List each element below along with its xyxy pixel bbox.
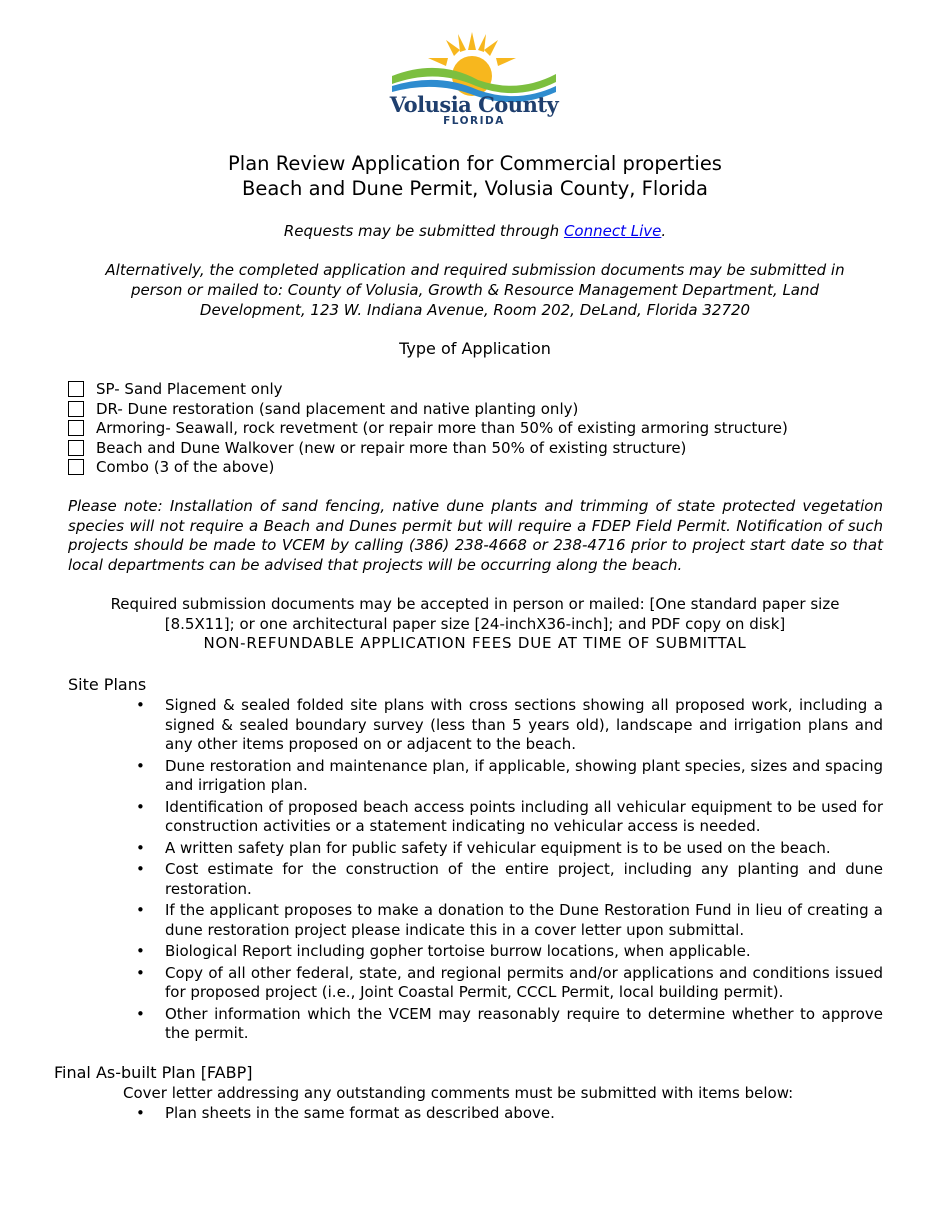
- submission-line2: [8.5X11]; or one architectural paper size [24-inchX36-inch]; and PDF copy on disk]: [164, 615, 786, 633]
- requests-prefix: Requests may be submitted through: [283, 222, 564, 240]
- option-label: SP- Sand Placement only: [96, 380, 283, 398]
- list-item: • Copy of all other federal, state, and regional permits and/or applications and conditions issued for proposed project (i.e., Joint Coastal Permit, CCCL Permit, local building permit).: [136, 963, 883, 1001]
- option-armoring[interactable]: [68, 418, 788, 438]
- list-item: • A written safety plan for public safety if vehicular equipment is to be used on the beach.: [136, 838, 831, 857]
- fees-notice: NON-REFUNDABLE APPLICATION FEES DUE AT TIME OF SUBMITTAL: [203, 634, 747, 652]
- option-label: Combo (3 of the above): [96, 458, 275, 476]
- checkbox[interactable]: [68, 401, 84, 417]
- note-paragraph: Please note: Installation of sand fencing, native dune plants and trimming of state protected vegetation species will not require a Beach and Dunes permit but will require a FDEP Field Permit. Notification of such projects should be made to VCEM by calling (386) 238-4668 or 238-4716 prior to project start date so that local departments can be advised that projects will be occurring along the beach.: [68, 497, 883, 574]
- logo-wordmark: Volusia County: [389, 92, 559, 117]
- checkbox[interactable]: [68, 440, 84, 456]
- list-item: • If the applicant proposes to make a donation to the Dune Restoration Fund in lieu of creating a dune restoration project please indicate this in a cover letter upon submittal.: [136, 901, 883, 939]
- site-plans-heading: Site Plans: [68, 675, 147, 694]
- checkbox[interactable]: [68, 420, 84, 436]
- fabp-list: [136, 1104, 883, 1126]
- requests-line: [0, 222, 950, 242]
- submission-line1: Required submission documents may be accepted in person or mailed: [One standard paper size: [110, 595, 840, 613]
- logo-subtext: FLORIDA: [443, 115, 505, 127]
- list-item: • Cost estimate for the construction of the entire project, including any planting and dune restoration.: [136, 860, 883, 898]
- alt-submission-line2: person or mailed to: County of Volusia, Growth & Resource Management Department, Land: [130, 281, 820, 299]
- list-item: • Identification of proposed beach access points including all vehicular equipment to be used for construction activities or a statement indicating no vehicular access is needed.: [136, 797, 883, 835]
- option-walkover[interactable]: [68, 438, 686, 458]
- list-item: • Plan sheets in the same format as described above.: [136, 1104, 555, 1122]
- fabp-heading: Final As-built Plan [FABP]: [54, 1063, 253, 1082]
- list-item: • Biological Report including gopher tortoise burrow locations, when applicable.: [136, 942, 751, 960]
- list-item: • Other information which the VCEM may reasonably require to determine whether to approve the permit.: [136, 1004, 883, 1042]
- checkbox[interactable]: [68, 381, 84, 397]
- option-label: Armoring- Seawall, rock revetment (or repair more than 50% of existing armoring structure): [96, 419, 788, 437]
- option-combo[interactable]: [68, 457, 274, 477]
- checkbox[interactable]: [68, 459, 84, 475]
- option-sand-placement[interactable]: [68, 379, 283, 399]
- alt-submission-line3: Development, 123 W. Indiana Avenue, Room 202, DeLand, Florida 32720: [199, 301, 751, 319]
- list-item: • Signed & sealed folded site plans with cross sections showing all proposed work, including a signed & sealed boundary survey (less than 5 years old), landscape and irrigation plans and any other items proposed on or adjacent to the beach.: [136, 696, 883, 753]
- alt-submission-line1: Alternatively, the completed application and required submission documents may be submitted in: [105, 261, 845, 279]
- site-plans-list: [136, 696, 883, 1046]
- fabp-cover-letter: Cover letter addressing any outstanding comments must be submitted with items below:: [123, 1084, 794, 1102]
- application-type-heading: Type of Application: [399, 339, 551, 358]
- option-label: DR- Dune restoration (sand placement and native planting only): [96, 400, 579, 418]
- option-dune-restoration[interactable]: [68, 399, 578, 419]
- page-title-line1: Plan Review Application for Commercial properties: [228, 152, 722, 175]
- requests-suffix: .: [661, 222, 667, 240]
- connect-live-link[interactable]: Connect Live: [563, 222, 662, 240]
- list-item: • Dune restoration and maintenance plan, if applicable, showing plant species, sizes and spacing and irrigation plan.: [136, 756, 883, 794]
- option-label: Beach and Dune Walkover (new or repair more than 50% of existing structure): [96, 439, 687, 457]
- page-title-line2: Beach and Dune Permit, Volusia County, Florida: [241, 177, 709, 200]
